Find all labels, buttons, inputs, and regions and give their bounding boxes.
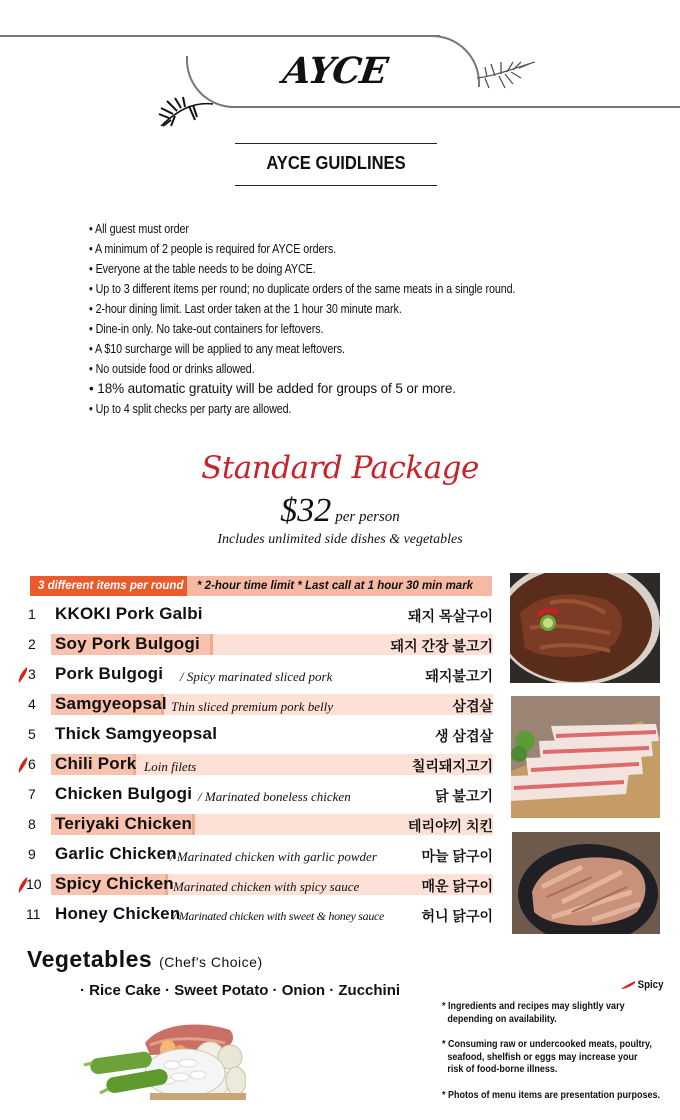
menu-item xyxy=(18,631,496,661)
item-korean: 생 삼겹살 xyxy=(435,728,493,744)
spicy-legend-label: Spicy xyxy=(637,979,664,991)
item-name: Chili Pork xyxy=(55,754,137,773)
item-number: 11 xyxy=(26,906,41,922)
note-line: * Photos of menu items are presentation purposes. xyxy=(442,1089,661,1101)
item-korean: 테리야끼 치킨 xyxy=(407,818,493,834)
menu-list xyxy=(18,601,496,931)
guideline-item: • Everyone at the table needs to be doing AYCE. xyxy=(89,259,515,279)
item-description: / Marinated chicken with garlic powder xyxy=(170,849,377,864)
vegetables-photo xyxy=(80,1015,246,1100)
note-line: seafood, shelfish or eggs may increase your xyxy=(447,1051,638,1063)
rules-banner-left: 3 different items per round xyxy=(30,576,187,596)
item-number: 4 xyxy=(28,696,36,712)
menu-item xyxy=(18,691,496,721)
disclaimer-note xyxy=(442,1001,649,1026)
item-number: 7 xyxy=(28,786,36,802)
item-name: Spicy Chicken xyxy=(55,874,174,893)
item-korean: 돼지 간장 불고기 xyxy=(390,638,493,654)
spicy-legend xyxy=(621,979,664,991)
package-title: Standard Package xyxy=(201,450,479,486)
item-number: 1 xyxy=(28,606,36,622)
vegetables-image-icon xyxy=(80,1015,246,1100)
guideline-item: • Dine-in only. No take-out containers for leftovers. xyxy=(89,319,515,339)
marinated-pork-image-icon xyxy=(510,573,660,683)
note-line: risk of food-borne illness. xyxy=(447,1064,558,1075)
guidelines-rule-bottom xyxy=(235,185,437,186)
guidelines-list xyxy=(89,219,585,419)
menu-item xyxy=(18,661,496,691)
page-title: AYCE xyxy=(280,50,390,92)
item-description: / Spicy marinated sliced pork xyxy=(180,669,333,684)
pork-belly-image-icon xyxy=(511,696,660,818)
herb-sprig-icon xyxy=(475,58,537,92)
marinated-chicken-photo xyxy=(512,832,660,934)
guideline-item: • Up to 3 different items per round; no duplicate orders of the same meats in a single round. xyxy=(89,279,515,299)
menu-item xyxy=(18,811,496,841)
disclaimer-note xyxy=(442,1039,652,1077)
item-number: 9 xyxy=(28,846,36,862)
item-description: / Marinated boneless chicken xyxy=(198,789,351,804)
package-price xyxy=(0,492,680,530)
vegetables-title xyxy=(27,946,263,973)
item-korean: 삼겹살 xyxy=(452,698,493,714)
item-korean: 허니 닭구이 xyxy=(421,908,493,924)
item-number: 6 xyxy=(28,756,36,772)
item-korean: 닭 불고기 xyxy=(435,788,493,804)
guidelines-rule-top xyxy=(235,143,437,144)
guideline-item: • A $10 surcharge will be applied to any meat leftovers. xyxy=(89,339,515,359)
item-number: 5 xyxy=(28,726,36,742)
item-number: 10 xyxy=(26,876,42,892)
header-curve-right xyxy=(410,35,480,87)
herb-sprig-icon xyxy=(155,90,215,132)
menu-item xyxy=(18,901,496,931)
item-korean: 돼지불고기 xyxy=(425,668,493,684)
disclaimer-note xyxy=(442,1089,661,1103)
guideline-item: • Up to 4 split checks per party are allowed. xyxy=(89,399,515,419)
item-name: Teriyaki Chicken xyxy=(55,814,193,833)
item-korean: 칠리돼지고기 xyxy=(411,758,493,774)
package-includes: Includes unlimited side dishes & vegetables xyxy=(217,532,463,547)
marinated-chicken-image-icon xyxy=(512,832,660,934)
vegetables-subtitle: (Chef's Choice) xyxy=(159,954,263,970)
item-name: KKOKI Pork Galbi xyxy=(55,604,203,623)
item-name: Honey Chicken xyxy=(55,904,181,923)
guidelines-title: AYCE GUIDLINES xyxy=(266,153,406,173)
guideline-item: • A minimum of 2 people is required for AYCE orders. xyxy=(89,239,515,259)
item-name: Chicken Bulgogi xyxy=(55,784,193,803)
item-description: Loin filets xyxy=(144,759,197,774)
item-korean: 돼지 목살구이 xyxy=(407,608,493,624)
item-korean: 매운 닭구이 xyxy=(421,878,493,894)
menu-item xyxy=(18,751,496,781)
vegetables-list: · Rice Cake · Sweet Potato · Onion · Zucchini xyxy=(80,982,401,999)
marinated-pork-photo xyxy=(510,573,660,683)
item-number: 3 xyxy=(28,666,36,682)
menu-item xyxy=(18,871,496,901)
item-name: Soy Pork Bulgogi xyxy=(55,634,200,653)
item-number: 2 xyxy=(28,636,36,652)
note-line: * Consuming raw or undercooked meats, poultry, xyxy=(442,1039,652,1050)
item-name: Thick Samgyeopsal xyxy=(55,724,218,743)
note-line: * Ingredients and recipes may slightly vary xyxy=(442,1001,625,1012)
price-amount: $32 xyxy=(280,492,332,529)
menu-item xyxy=(18,841,496,871)
item-name: Samgyeopsal xyxy=(55,694,167,713)
item-number: 8 xyxy=(28,816,36,832)
item-name: Garlic Chicken xyxy=(55,844,177,863)
rules-banner xyxy=(30,576,492,596)
chili-pepper-icon xyxy=(18,757,28,773)
guideline-item: • All guest must order xyxy=(89,219,515,239)
header-divider-top xyxy=(0,35,440,37)
chili-pepper-icon xyxy=(621,981,635,989)
item-description: Thin sliced premium pork belly xyxy=(171,699,333,714)
menu-item xyxy=(18,601,496,631)
guideline-item: • 18% automatic gratuity will be added for groups of 5 or more. xyxy=(89,379,585,399)
header-divider-bottom xyxy=(230,106,680,108)
guideline-item: • No outside food or drinks allowed. xyxy=(89,359,515,379)
pork-belly-photo xyxy=(511,696,660,818)
item-description: / Marinated chicken with sweet & honey sauce xyxy=(173,909,385,923)
rules-banner-right: * 2-hour time limit * Last call at 1 hour 30 min mark xyxy=(197,580,474,592)
item-description: Marinated chicken with spicy sauce xyxy=(173,879,360,894)
disclaimer-notes xyxy=(442,1001,672,1115)
note-line: depending on availability. xyxy=(447,1013,557,1025)
menu-item xyxy=(18,781,496,811)
price-unit: per person xyxy=(335,509,400,525)
guideline-item: • 2-hour dining limit. Last order taken at the 1 hour 30 minute mark. xyxy=(89,299,515,319)
item-korean: 마늘 닭구이 xyxy=(421,848,493,864)
menu-item xyxy=(18,721,496,751)
item-name: Pork Bulgogi xyxy=(55,664,164,683)
chili-pepper-icon xyxy=(18,667,28,683)
vegetables-heading: Vegetables xyxy=(27,946,153,972)
